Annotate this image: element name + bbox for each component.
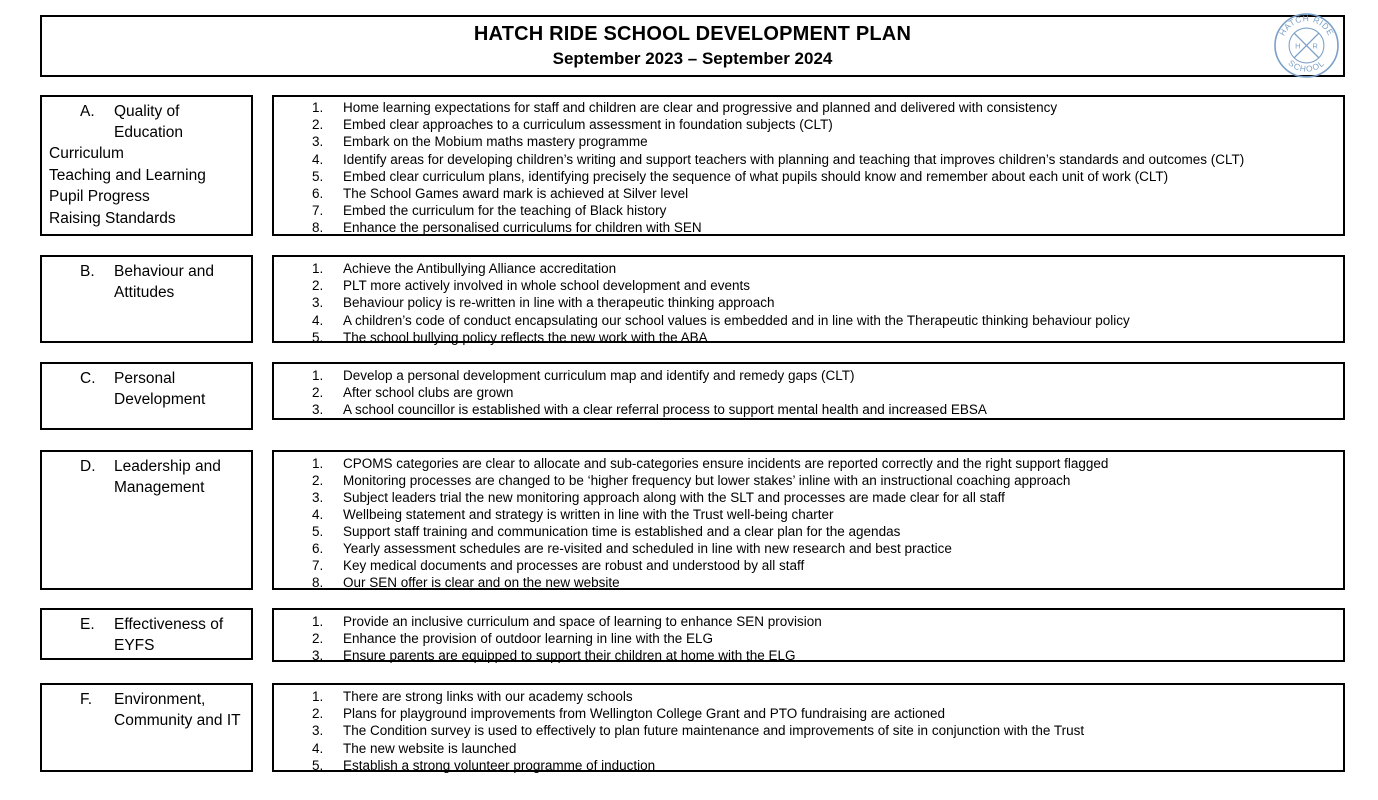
plan-item: 1. Achieve the Antibullying Alliance accreditation [312,261,617,276]
plan-item: 3. Subject leaders trial the new monitoring approach along with the SLT and processes are made clear for all staff [312,490,1005,505]
section-d-letter: D. [80,458,96,475]
header-box [40,15,1345,77]
section-d-label-box [40,450,253,590]
section-a-subitem: Pupil Progress [49,188,150,205]
plan-item: 7. Key medical documents and processes are robust and understood by all staff [312,558,805,573]
plan-item: 5. The school bullying policy reflects the new work with the ABA [312,329,708,345]
plan-item: 4. Wellbeing statement and strategy is written in line with the Trust well-being charter [312,507,834,522]
section-a-subitem: Raising Standards [49,209,176,227]
section-a-title: Quality of Education [114,103,183,141]
section-d-items-box [272,450,1345,590]
plan-item: 8. Enhance the personalised curriculums for children with SEN [312,220,702,236]
svg-text:SCHOOL [1287,58,1327,74]
plan-item: 5. Establish a strong volunteer programme of induction [312,757,656,773]
plan-item: 3. A school councillor is established with a clear referral process to support mental health and increased EBSA [312,402,987,418]
plan-item: 7. Embed the curriculum for the teaching of Black history [312,203,667,219]
plan-item: 6. Yearly assessment schedules are re-visited and scheduled in line with new research and best practice [312,541,952,556]
section-e-label-box [40,608,253,660]
plan-item: 4. A children’s code of conduct encapsulating our school values is embedded and in line with the Therapeutic thinking behaviour policy [312,312,1130,328]
section-c-title: Personal Development [114,370,206,408]
school-logo-icon [1273,12,1340,79]
section-a-subitem: Teaching and Learning [49,166,206,184]
plan-item: 2. After school clubs are grown [312,385,514,401]
section-e-items-box [272,608,1345,662]
section-f-label-box [40,683,253,772]
logo-top-text: HATCH RIDE [1276,13,1337,38]
plan-item: 1. There are strong links with our academy schools [312,689,633,704]
plan-item: 5. Support staff training and communication time is established and a clear plan for the agendas [312,524,901,539]
section-b-letter: B. [80,263,95,280]
logo-letter-h: H [1295,41,1301,51]
section-c-items-box [272,362,1345,420]
plan-item: 8. Our SEN offer is clear and on the new website [312,575,620,590]
section-f-items-box [272,683,1345,772]
section-c-letter: C. [80,370,96,387]
svg-text:HATCH RIDE [1277,13,1336,37]
plan-item: 5. Embed clear curriculum plans, identifying precisely the sequence of what pupils should know and remember about each unit of work (CLT) [312,168,1169,184]
page-title: HATCH RIDE SCHOOL DEVELOPMENT PLAN [473,23,912,45]
logo-bottom-text: SCHOOL [1286,57,1327,74]
plan-item: 1. Home learning expectations for staff and children are clear and progressive and planned and delivered with consistency [312,100,1058,115]
section-b-title: Behaviour and Attitudes [114,263,214,301]
plan-item: 4. The new website is launched [312,740,517,756]
plan-item: 3. Ensure parents are equipped to support their children at home with the ELG [312,648,796,664]
plan-item: 6. The School Games award mark is achieved at Silver level [312,186,689,202]
section-d-title: Leadership and Management [114,458,221,496]
plan-item: 3. Embark on the Mobium maths mastery programme [312,134,648,150]
plan-item: 2. PLT more actively involved in whole school development and events [312,278,750,294]
logo-letter-r: R [1312,41,1318,51]
section-f-title: Environment, Community and IT [114,691,241,729]
plan-item: 1. Develop a personal development curriculum map and identify and remedy gaps (CLT) [312,368,855,383]
plan-item: 3. The Condition survey is used to effectively to plan future maintenance and improvements of site in conjunction with the Trust [312,723,1085,739]
section-f-letter: F. [80,691,93,708]
plan-item: 2. Plans for playground improvements from Wellington College Grant and PTO fundraising are actioned [312,706,946,722]
plan-item: 2. Monitoring processes are changed to be ‘higher frequency but lower stakes’ inline with an instructional coaching approach [312,473,1071,488]
plan-item: 1. Provide an inclusive curriculum and space of learning to enhance SEN provision [312,614,822,629]
plan-item: 2. Embed clear approaches to a curriculum assessment in foundation subjects (CLT) [312,117,833,133]
section-e-letter: E. [80,616,95,633]
section-a-letter: A. [80,103,95,120]
section-a-items-box [272,95,1345,236]
section-b-items-box [272,255,1345,343]
plan-item: 1. CPOMS categories are clear to allocate and sub-categories ensure incidents are reported correctly and the right support flagged [312,456,1109,471]
page-subtitle: September 2023 – September 2024 [552,49,833,68]
section-e-title: Effectiveness of EYFS [114,616,224,654]
section-a-label-box [40,95,253,236]
section-a-subitem: Curriculum [49,145,124,162]
plan-item: 3. Behaviour policy is re-written in line with a therapeutic thinking approach [312,295,775,311]
section-b-label-box [40,255,253,343]
section-c-label-box [40,362,253,430]
plan-item: 4. Identify areas for developing children’s writing and support teachers with planning and teaching that improves children’s standards and outcomes (CLT) [312,151,1245,167]
plan-item: 2. Enhance the provision of outdoor learning in line with the ELG [312,631,713,647]
